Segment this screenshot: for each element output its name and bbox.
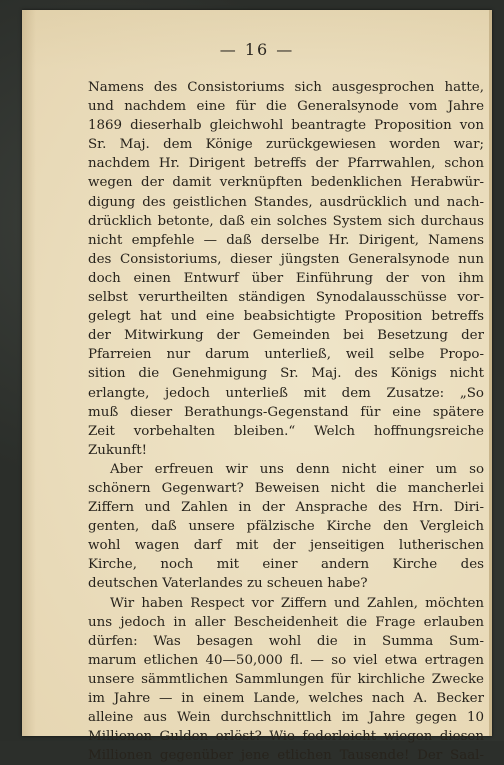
text-line: Kirche, noch mit einer andern Kirche des [88, 557, 484, 573]
book-page [22, 10, 492, 764]
text-line: 1869 dieserhalb gleichwohl beantragte Proposition von [88, 118, 484, 134]
text-line: Wir haben Respect vor Ziffern und Zahlen, möchten [110, 595, 484, 611]
text-line: alleine aus Wein durchschnittlich im Jahre gegen 10 [88, 710, 484, 726]
text-line: nicht empfehle — daß derselbe Hr. Dirigent, Namens [88, 232, 484, 248]
text-line: marum etlichen 40—50,000 fl. — so viel etwa ertragen [88, 652, 484, 668]
body-text [88, 78, 484, 765]
text-line: der Mitwirkung der Gemeinden bei Besetzung der [88, 328, 484, 344]
text-line: muß dieser Berathungs-Gegenstand für eine spätere [88, 404, 484, 420]
text-line: genten, daß unsere pfälzische Kirche den Vergleich [88, 519, 484, 535]
page-number: — 16 — [219, 40, 295, 59]
text-line: nachdem Hr. Dirigent betreffs der Pfarrwahlen, schon [88, 156, 484, 172]
text-line: Aber erfreuen wir uns denn nicht einer um so [110, 461, 484, 477]
text-line: sition die Genehmigung Sr. Maj. des Königs nicht [88, 366, 484, 382]
text-line: des Consistoriums, dieser jüngsten Generalsynode nun [88, 251, 484, 267]
text-line: deutschen Vaterlandes zu scheuen habe? [88, 576, 368, 592]
text-line: erlangte, jedoch unterließ mit dem Zusatze: „So [88, 385, 484, 401]
text-line: schönern Gegenwart? Beweisen nicht die mancherlei [88, 480, 484, 496]
text-line: wegen der damit verknüpften bedenklichen Herabwür- [88, 175, 484, 191]
text-line: digung des geistlichen Standes, ausdrücklich und nach- [88, 194, 484, 210]
text-line: doch einen Entwurf über Einführung der von ihm [88, 270, 484, 286]
text-line: unsere sämmtlichen Sammlungen für kirchliche Zwecke [88, 671, 484, 687]
text-line: wohl wagen darf mit der jenseitigen lutherischen [88, 538, 484, 554]
text-line: Pfarreien nur darum unterließ, weil selbe Propo- [88, 347, 484, 363]
text-line: drücklich betonte, daß ein solches System sich durchaus [88, 213, 484, 229]
text-line: Namens des Consistoriums sich ausgesprochen hatte, [88, 80, 484, 95]
text-line: Zukunft! [88, 442, 148, 458]
text-line: Ziffern und Zahlen in der Ansprache des Hrn. Diri- [88, 500, 484, 516]
text-line: und nachdem eine für die Generalsynode vom Jahre [88, 99, 484, 115]
text-line: Zeit vorbehalten bleiben.“ Welch hoffnungsreiche [88, 423, 484, 439]
text-line: uns jedoch in aller Bescheidenheit die Frage erlauben [88, 614, 484, 630]
text-line: im Jahre — in einem Lande, welches nach A. Becker [88, 691, 484, 706]
text-line: selbst verurtheilten ständigen Synodalausschüsse vor- [88, 290, 484, 306]
page-edge [489, 10, 492, 736]
text-line: Millionen Gulden erlöst? Wie federleicht wiegen diesen [88, 729, 484, 745]
text-line: gelegt hat und eine beabsichtigte Proposition betreffs [88, 309, 484, 325]
text-line: Millionen gegenüber jene etlichen Tausende! Der Saal- [88, 748, 484, 764]
text-line: dürfen: Was besagen wohl die in Summa Sum- [88, 633, 484, 649]
text-line: Sr. Maj. dem Könige zurückgewiesen worden war; [88, 137, 484, 153]
